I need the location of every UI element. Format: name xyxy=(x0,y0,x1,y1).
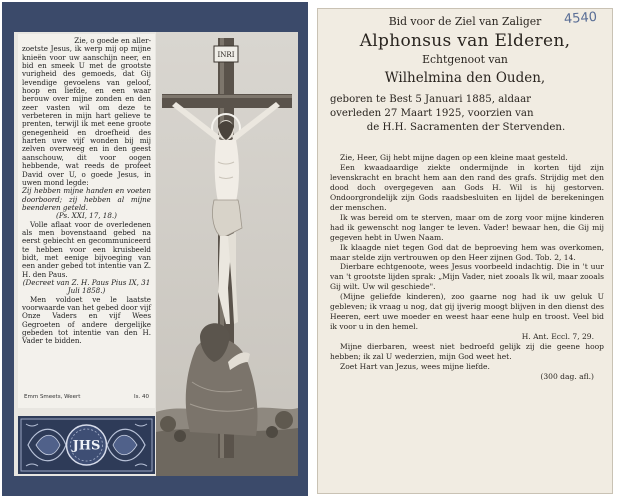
ihs-monogram: JHS xyxy=(72,438,101,454)
spouse-name: Wilhelmina den Ouden, xyxy=(384,70,546,86)
paragraph-6: (Mijne geliefde kinderen), zoo gaarne nog had ik uw geluk U gebleven; ik vraag u nog, dat gij ijverig moogt blijven in den dienst des Heeren, eert uwe moeder en weest haar eene hulp en troost. Veel bid ik voor u in den hemel. xyxy=(330,292,604,332)
indulgence-note: (300 dag. afl.) xyxy=(540,371,594,381)
card-heading: Bid voor de Ziel van Zaliger xyxy=(388,15,542,28)
paragraph-2: Een kwaadaardige ziekte ondermijnde in korten tijd zijn levenskracht en bracht hem aan den rand des grafs. Strijdig met den dood doch overgegeven aan Gods H. Wil is hij gestorven. Ondoorgrondelijk zijn Gods raadsbesluiten en lijdel de berekeningen der menschen. xyxy=(330,162,604,212)
paragraph-1: Zie, Heer, Gij hebt mijne dagen op een kleine maat gesteld. xyxy=(340,153,568,162)
birth-line: geboren te Best 5 Januari 1885, aldaar xyxy=(330,94,532,105)
indulgence-text: Volle aflaat voor de overledenen als men bovenstaand gebed na eerst gebiecht en gecommuniceerd te hebben voor een kruisbeeld bidt, met eenige bijvoeging van een ander gebed tot intentie van Z. H. den Paus. xyxy=(22,219,151,279)
prayer-text-block xyxy=(18,34,155,394)
spouse-label: Echtgenoot van xyxy=(422,53,508,66)
death-line: overleden 27 Maart 1925, voorzien van xyxy=(330,108,534,120)
ihs-ornament-svg xyxy=(18,416,155,474)
paragraph-5: Dierbare echtgenoote, wees Jesus voorbeeld indachtig. Die in 't uur van 't grootste lijden sprak: „Mijn Vader, niet zooals Ik wil, maar zooals Gij wilt. Uw wil geschiede". xyxy=(330,262,604,292)
paragraph-3: Ik was bereid om te sterven, maar om de zorg voor mijne kinderen had ik gewenscht nog langer te leven. Vader! bewaar hen, die Gij mij gegeven hebt in Uwen Naam. xyxy=(330,212,604,242)
prayer-card xyxy=(2,2,308,496)
memorial-body xyxy=(330,153,604,382)
prayer-opening: Zie, o goede en aller- xyxy=(74,36,151,45)
ihs-ornament-panel xyxy=(18,416,155,474)
prayer-card-inner xyxy=(14,32,298,476)
printer-line xyxy=(18,394,155,408)
print-number: Is. 40 xyxy=(134,394,149,400)
prayer-quote: Zij hebben mijne handen en voeten doorboord; zij hebben al mijne beenderen geteld. xyxy=(22,186,151,212)
paragraph-4: Ik klaagde niet tegen God dat de beproeving hem was overkomen, maar stelde zijn vertrouwen op den Heer zijnen God. Tob. 2, 14. xyxy=(330,242,604,262)
deceased-name: Alphonsus van Elderen, xyxy=(359,31,571,51)
paragraph-8: Zoet Hart van Jezus, wees mijne liefde. xyxy=(340,362,490,372)
life-dates xyxy=(330,93,602,136)
prayer-psalm-ref: (Ps. XXI, 17, 18.) xyxy=(56,211,117,221)
prayer-body: zoetste Jesus, ik werp mij op mijne knieën voor uw aanschijn neer, en bid en smeek U met de grootste vurigheid des gemoeds, dat Gij levendige gevoelens van geloof, hoop en liefde, en een waar berouw over mijne zonden en den zeer vasten wil om deze te verbeteren in mijn hart gelieve te prenten, terwijl ik met eene groote genegenheid en droefheid des harten uwe vijf wonden bij mij zelven overweeg en in den geest aanschouw, dit voor oogen hebbende, wat reeds de profeet David over U, o goede Jesus, in uwen mond legde: xyxy=(22,44,151,187)
inri-sign: INRI xyxy=(217,51,235,59)
memorial-text-card xyxy=(317,8,613,494)
closing-text: Men voldoet ve le laatste voorwaarde van het gebed door vijf Onze Vaders en vijf Wees Gegroeten of andere dergelijke gebeden tot intentie van den H. Vader te bidden. xyxy=(22,294,151,346)
printer-name: Emm Smeets, Weert xyxy=(24,394,81,400)
paragraph-7: Mijne dierbaren, weest niet bedroefd gelijk zij die geene hoop hebben; ik zal U wederzien, mijn God weet het. xyxy=(330,342,604,362)
crucifixion-image xyxy=(156,32,298,476)
archive-number: 4540 xyxy=(563,9,598,28)
paragraph-6-reference: H. Ant. Eccl. 7, 29. xyxy=(521,332,594,342)
sacraments-line: de H.H. Sacramenten der Stervenden. xyxy=(366,122,566,134)
decree-ref: (Decreet van Z. H. Paus Pius IX, 31 Juli 1858.) xyxy=(22,277,151,296)
crucifixion-illustration xyxy=(156,32,298,476)
